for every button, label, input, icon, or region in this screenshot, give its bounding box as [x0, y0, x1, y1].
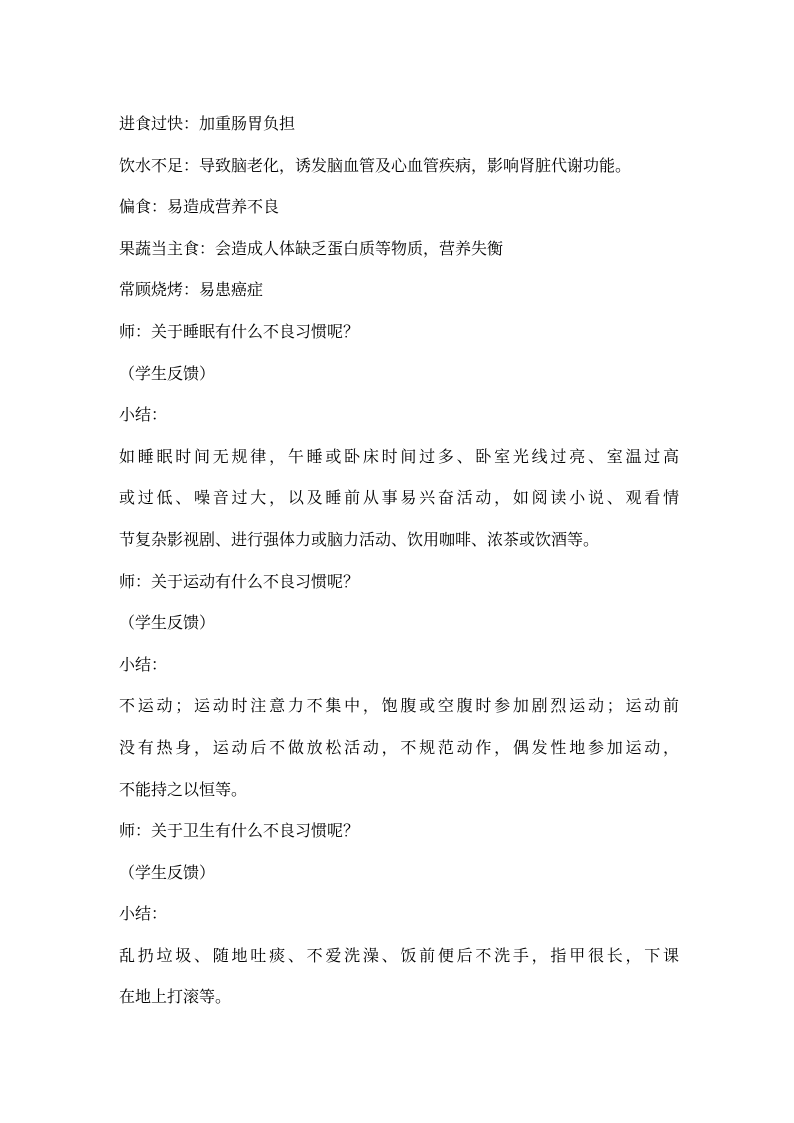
- student-feedback-hygiene: （学生反馈）: [119, 862, 216, 882]
- summary-exercise-line-1: 不运动；运动时注意力不集中，饱腹或空腹时参加剧烈运动；运动前: [119, 696, 679, 716]
- summary-exercise-line-3: 不能持之以恒等。: [119, 779, 248, 799]
- diet-item-insufficient-water: 饮水不足：导致脑老化，诱发脑血管及心血管疾病，影响肾脏代谢功能。: [119, 155, 632, 175]
- diet-item-eating-fast: 进食过快：加重肠胃负担: [119, 114, 296, 133]
- summary-hygiene-line-1: 乱扔垃圾、随地吐痰、不爱洗澡、饭前便后不洗手，指甲很长，下课: [119, 945, 679, 965]
- student-feedback-sleep: （学生反馈）: [119, 363, 216, 383]
- teacher-question-sleep: 师：关于睡眠有什么不良习惯呢？: [119, 321, 360, 341]
- summary-sleep-line-1: 如睡眠时间无规律，午睡或卧床时间过多、卧室光线过亮、室温过高: [119, 446, 679, 466]
- summary-sleep-line-2: 或过低、噪音过大，以及睡前从事易兴奋活动，如阅读小说、观看情: [119, 488, 679, 508]
- student-feedback-exercise: （学生反馈）: [119, 613, 216, 633]
- teacher-question-hygiene: 师：关于卫生有什么不良习惯呢？: [119, 821, 360, 841]
- document-body: [119, 103, 679, 1018]
- teacher-question-exercise: 师：关于运动有什么不良习惯呢？: [119, 571, 360, 591]
- diet-item-fruit-as-staple: 果蔬当主食：会造成人体缺乏蛋白质等物质，营养失衡: [119, 238, 504, 258]
- diet-item-barbecue: 常顾烧烤：易患癌症: [119, 280, 264, 300]
- summary-hygiene-line-2: 在地上打滚等。: [119, 987, 232, 1007]
- summary-label-sleep: 小结：: [119, 405, 168, 425]
- summary-exercise-line-2: 没有热身，运动后不做放松活动，不规范动作，偶发性地参加运动，: [119, 737, 679, 757]
- diet-item-picky-eating: 偏食：易造成营养不良: [119, 197, 280, 217]
- summary-sleep-line-3: 节复杂影视剧、进行强体力或脑力活动、饮用咖啡、浓茶或饮酒等。: [119, 529, 600, 549]
- summary-label-hygiene: 小结：: [119, 904, 168, 924]
- summary-label-exercise: 小结：: [119, 654, 168, 674]
